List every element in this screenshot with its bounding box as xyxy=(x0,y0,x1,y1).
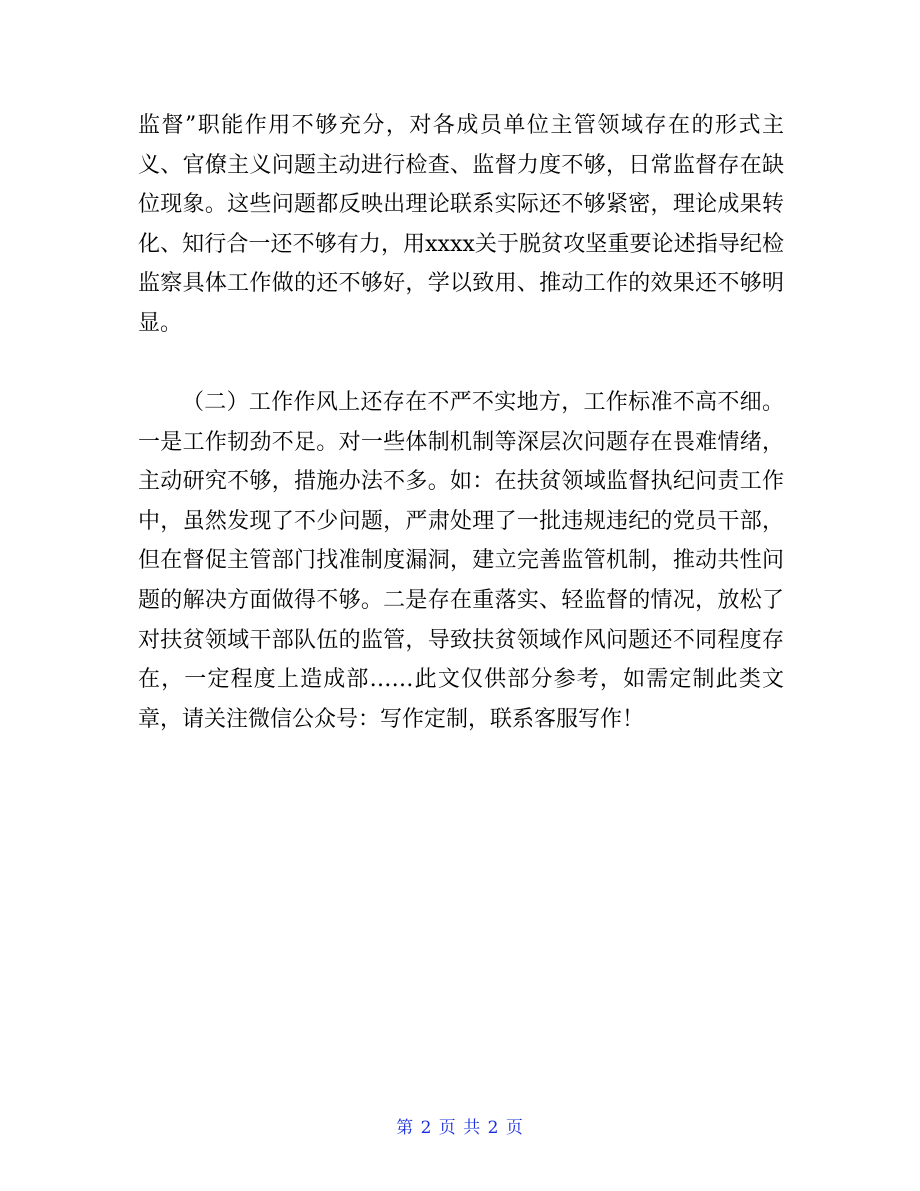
page-number-footer: 第 2 页 共 2 页 xyxy=(396,1118,524,1138)
body-paragraph: 监督”职能作用不够充分，对各成员单位主管领域存在的形式主义、官僚主义问题主动进行检查、监督力度不够，日常监督存在缺位现象。这些问题都反映出理论联系实际还不够紧密，理论成果转化、知行合一还不够有力，用xxxx关于脱贫攻坚重要论述指导纪检监察具体工作做的还不够好，学以致用、推动工作的效果还不够明显。 xyxy=(138,113,784,336)
body-paragraph-section-two: （二）工作作风上还存在不严不实地方，工作标准不高不细。一是工作韧劲不足。对一些体制机制等深层次问题存在畏难情绪，主动研究不够，措施办法不多。如：在扶贫领域监督执纪问责工作中，虽然发现了不少问题，严肃处理了一批违规违纪的党员干部，但在督促主管部门找准制度漏洞，建立完善监管机制，推动共性问题的解决方面做得不够。二是存在重落实、轻监督的情况，放松了对扶贫领域干部队伍的监管，导致扶贫领域作风问题还不同程度存在，一定程度上造成部……此文仅供部分参考，如需定制此类文章，请关注微信公众号：写作定制，联系客服写作！ xyxy=(138,390,784,732)
